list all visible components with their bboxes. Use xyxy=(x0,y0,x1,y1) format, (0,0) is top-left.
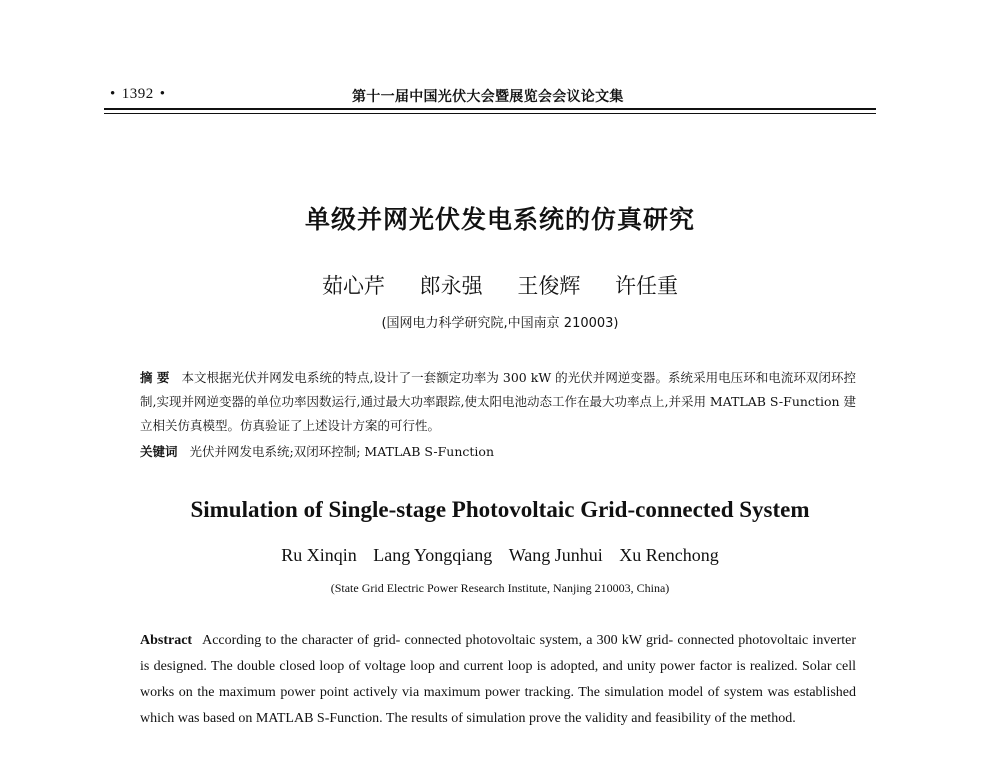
authors-en xyxy=(0,545,1000,566)
abstract-en xyxy=(140,628,856,732)
paper-title-cn: 单级并网光伏发电系统的仿真研究 xyxy=(304,205,695,234)
author-en: Xu Renchong xyxy=(619,545,719,565)
page-number-value: 1392 xyxy=(121,86,154,102)
author-cn: 许任重 xyxy=(615,274,679,298)
paper-title-en: Simulation of Single-stage Photovoltaic Grid-connected System xyxy=(190,497,810,522)
authors-cn xyxy=(0,270,1000,300)
abstract-cn-label: 摘 要 xyxy=(140,370,170,385)
author-en: Wang Junhui xyxy=(508,545,603,565)
bullet-dot: • xyxy=(110,86,116,102)
header-rule-thin xyxy=(104,113,876,114)
keywords-cn-label: 关键词 xyxy=(140,444,178,459)
author-en: Lang Yongqiang xyxy=(373,545,493,565)
author-cn: 王俊辉 xyxy=(517,274,581,298)
abstract-en-label: Abstract xyxy=(140,633,193,648)
header-rule-thick xyxy=(104,108,876,110)
abstract-en-text: According to the character of grid- connected photovoltaic system, a 300 kW grid- connected photovoltaic inverter is designed. The double closed loop of voltage loop and current loop is adopted, and unity power factor is realized. Solar cell works on the maximum power point actively via maximum power tracking. The simulation model of system was established which was based on MATLAB S-Function. The results of simulation prove the validity and feasibility of the method. xyxy=(140,633,856,726)
abstract-cn xyxy=(140,366,856,438)
author-cn: 郎永强 xyxy=(419,274,483,298)
keywords-cn xyxy=(140,440,856,464)
keywords-cn-text: 光伏并网发电系统;双闭环控制; MATLAB S-Function xyxy=(189,444,494,459)
abstract-cn-text: 本文根据光伏并网发电系统的特点,设计了一套额定功率为 300 kW 的光伏并网逆变器。系统采用电压环和电流环双闭环控制,实现并网逆变器的单位功率因数运行,通过最大功率跟踪,使太阳电池动态工作在最大功率点上,并采用 MATLAB S-Function 建立相关仿真模型。仿真验证了上述设计方案的可行性。 xyxy=(140,370,856,433)
affiliation-cn: (国网电力科学研究院,中国南京 210003) xyxy=(381,316,619,331)
affiliation-en: (State Grid Electric Power Research Institute, Nanjing 210003, China) xyxy=(330,581,670,595)
author-cn: 茹心芹 xyxy=(321,274,385,298)
bullet-dot: • xyxy=(159,86,166,102)
author-en: Ru Xinqin xyxy=(281,545,357,565)
running-header xyxy=(104,84,876,108)
proceedings-title: 第十一届中国光伏大会暨展览会会议论文集 xyxy=(352,89,624,105)
page-number xyxy=(104,86,172,103)
